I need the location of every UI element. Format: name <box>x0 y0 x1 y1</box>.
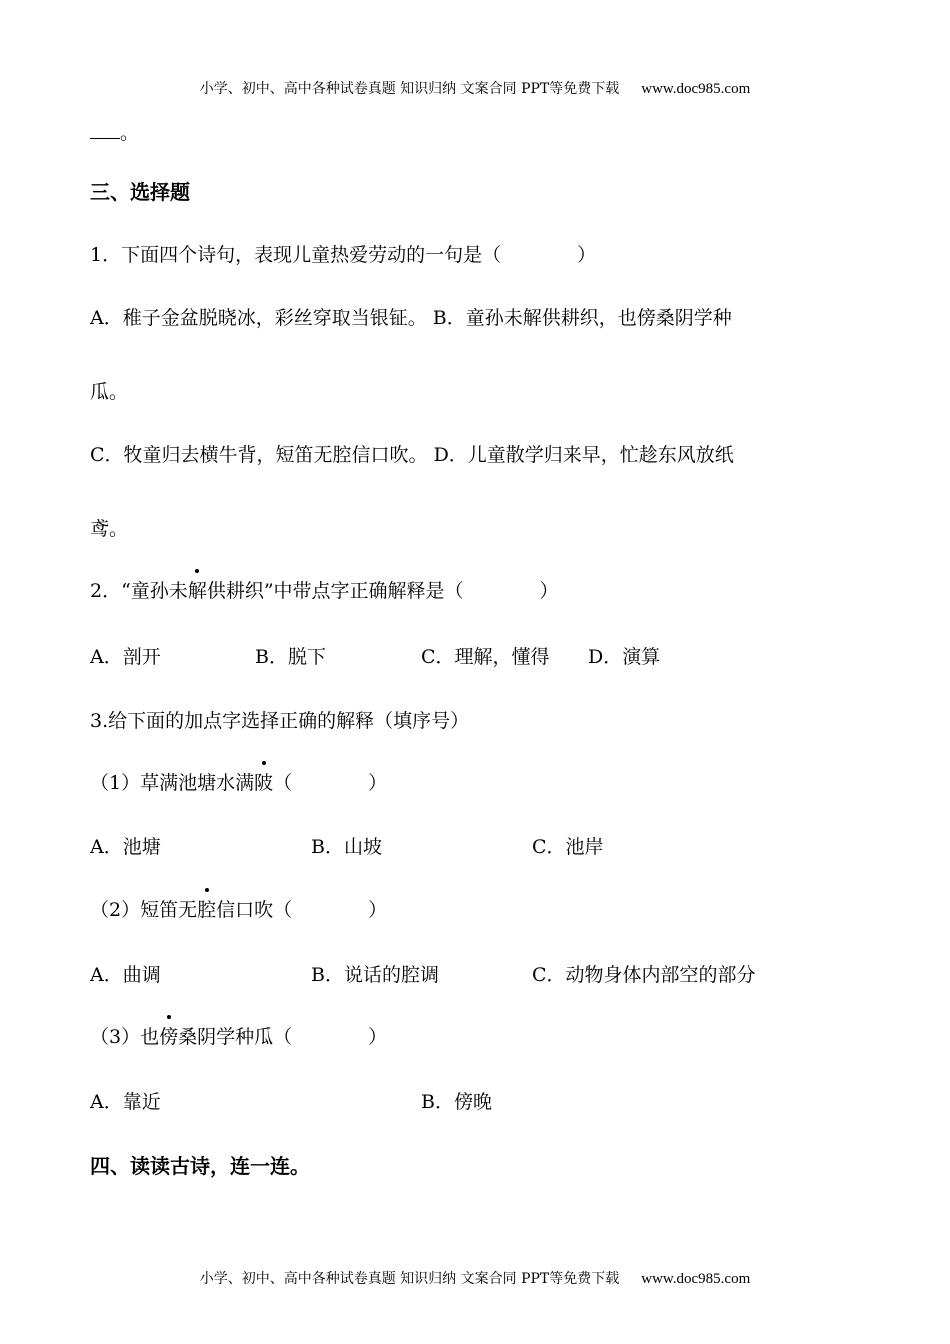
q3-sub2-pre: （2）短笛无 <box>90 899 198 921</box>
section4-title: 四、读读古诗，连一连。 <box>90 1154 310 1178</box>
q3-sub2-option-c: C．动物身体内部空的部分 <box>532 964 756 986</box>
q3-sub3-pre: （3）也 <box>90 1026 160 1048</box>
q3-sub2 <box>90 895 387 922</box>
q1-options-ab-wrap: 瓜。 <box>90 381 129 403</box>
q2-option-c: C．理解，懂得 <box>421 646 550 668</box>
answer-blank <box>90 124 120 139</box>
section3-title: 三、选择题 <box>90 180 190 204</box>
header-text: 小学、初中、高中各种试卷真题 知识归纳 文案合同 PPT等免费下载 <box>199 81 620 97</box>
q2-stem <box>90 576 559 603</box>
q3-sub2-dotted-char: 腔 <box>197 895 216 922</box>
q2-stem-post: 供耕织”中带点字正确解释是（ ） <box>206 580 559 602</box>
q3-sub3-post: 桑阴学种瓜（ ） <box>178 1026 388 1048</box>
q2-option-a: A．剖开 <box>90 646 161 668</box>
continued-end-mark: 。 <box>120 122 140 144</box>
page-footer <box>0 1268 950 1288</box>
q2-option-d: D．演算 <box>588 646 661 668</box>
q3-sub1-pre: （1）草满池塘水满 <box>90 772 255 794</box>
footer-text: 小学、初中、高中各种试卷真题 知识归纳 文案合同 PPT等免费下载 <box>199 1271 620 1287</box>
q3-sub1-option-c: C．池岸 <box>532 836 604 858</box>
q3-sub3-dotted-char: 傍 <box>159 1022 178 1049</box>
q2-option-b: B．脱下 <box>255 646 326 668</box>
q3-sub1-option-a: A．池塘 <box>90 836 161 858</box>
q2-dotted-char: 解 <box>188 576 207 603</box>
q1-options-cd: C．牧童归去横牛背，短笛无腔信口吹。 D．儿童散学归来早，忙趁东风放纸 <box>90 444 734 466</box>
q3-sub1-dotted-char: 陂 <box>254 768 273 795</box>
q1-options-ab: A．稚子金盆脱晓冰，彩丝穿取当银钲。 B．童孙未解供耕织，也傍桑阴学种 <box>90 307 732 329</box>
q3-sub1 <box>90 768 387 795</box>
continued-answer-line <box>90 118 139 145</box>
q3-sub2-option-b: B．说话的腔调 <box>311 964 439 986</box>
q3-sub3-option-b: B．傍晚 <box>421 1091 492 1113</box>
q3-stem: 3.给下面的加点字选择正确的解释（填序号） <box>90 710 470 732</box>
q3-sub1-option-b: B．山坡 <box>311 836 382 858</box>
q1-options-cd-wrap: 鸢。 <box>90 518 129 540</box>
q1-stem: 1．下面四个诗句，表现儿童热爱劳动的一句是（ ） <box>90 244 597 266</box>
q3-sub3-option-a: A．靠近 <box>90 1091 161 1113</box>
q3-sub2-post: 信口吹（ ） <box>216 899 388 921</box>
header-site: www.doc985.com <box>641 81 751 97</box>
q2-stem-pre: 2．“童孙未 <box>90 580 188 602</box>
q3-sub1-post: （ ） <box>273 772 388 794</box>
page-header <box>0 78 950 98</box>
footer-site: www.doc985.com <box>641 1271 751 1287</box>
q3-sub2-option-a: A．曲调 <box>90 964 161 986</box>
q3-sub3 <box>90 1022 387 1049</box>
